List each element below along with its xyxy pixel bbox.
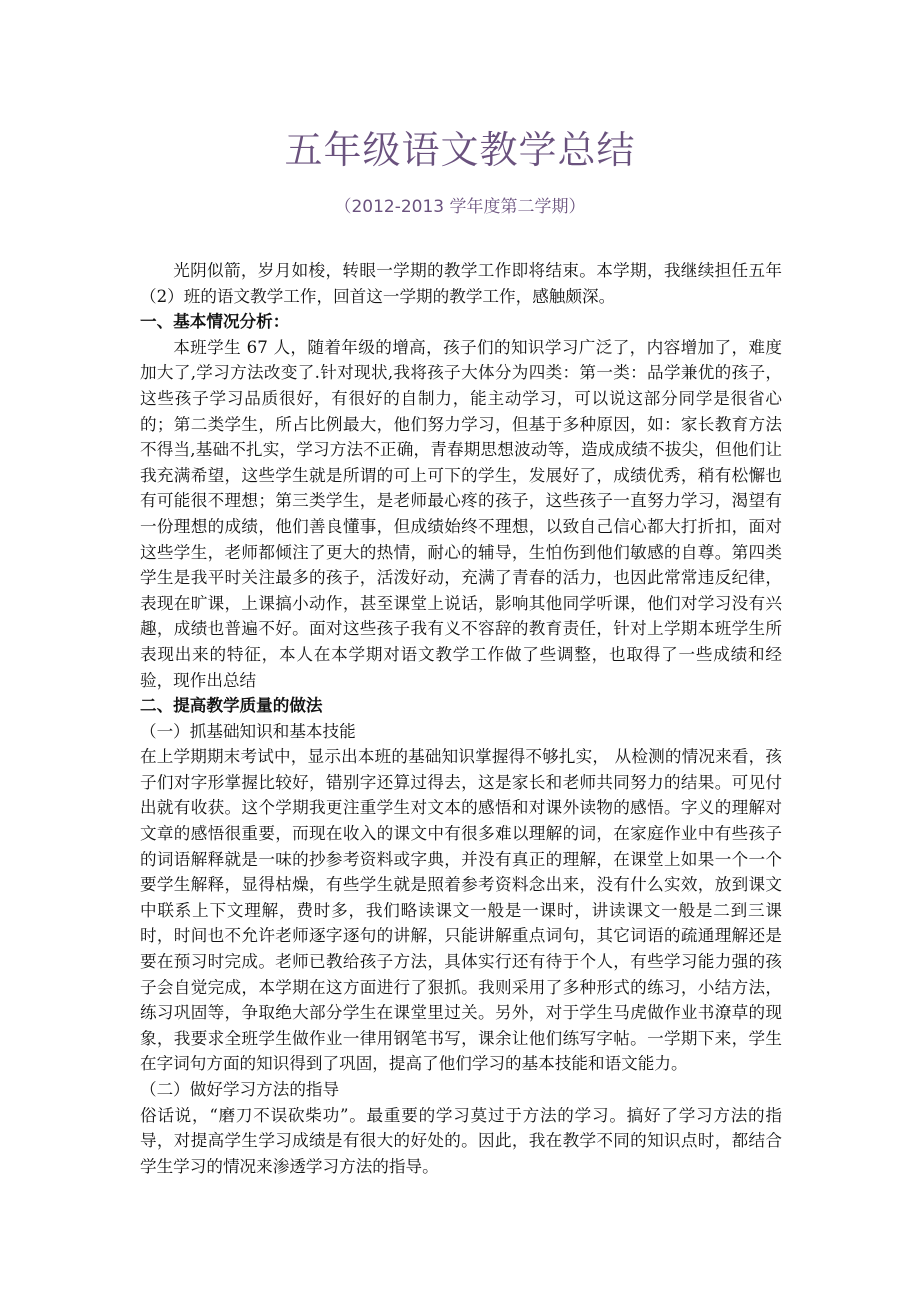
section-heading-teaching-methods: 二、提高教学质量的做法 <box>140 696 323 716</box>
basics-paragraph: 在上学期期末考试中，显示出本班的基础知识掌握得不够扎实， 从检测的情况来看，孩子们对字形掌握比较好，错别字还算过得去，这是家长和老师共同努力的结果。可见付出就有收获。这个学期我更注重学生对文本的感悟和对课外读物的感悟。字义的理解对文章的感悟很重要，而现在收入的课文中有很多难以理解的词，在家庭作业中有些孩子的词语解释就是一味的抄参考资料或字典，并没有真正的理解，在课堂上如果一个一个要学生解释，显得枯燥，有些学生就是照着参考资料念出来，没有什么实效，放到课文中联系上下文理解，费时多，我们略读课文一般是一课时，讲读课文一般是二到三课时，时间也不允许老师逐字逐句的讲解，只能讲解重点词句，其它词语的疏通理解还是要在预习时完成。老师已教给孩子方法，具体实行还有待于个人，有些学习能力强的孩子会自觉完成，本学期在这方面进行了狠抓。我则采用了多种形式的练习，小结方法，练习巩固等，争取绝大部分学生在课堂里过关。另外，对于学生马虎做作业书潦草的现象，我要求全班学生做作业一律用钢笔书写，课余让他们练写字帖。一学期下来，学生在字词句方面的知识得到了巩固，提高了他们学习的基本技能和语文能力。 <box>140 747 782 1074</box>
subsection-heading-study-methods: （二）做好学习方法的指导 <box>140 1080 340 1099</box>
document-title: 五年级语文教学总结 <box>284 128 636 172</box>
basic-situation-paragraph: 本班学生 67 人，随着年级的增高，孩子们的知识学习广泛了，内容增加了，难度加大了,学习方法改变了.针对现状,我将孩子大体分为四类：第一类：品学兼优的孩子，这些孩子学习品质很好，有很好的自制力，能主动学习，可以说这部分同学是很省心的；第二类学生，所占比例最大，他们努力学习，但基于多种原因，如：家长教育方法不得当,基础不扎实，学习方法不正确，青春期思想波动等，造成成绩不拔尖，但他们让我充满希望，这些学生就是所谓的可上可下的学生，发展好了，成绩优秀，稍有松懈也有可能很不理想；第三类学生，是老师最心疼的孩子，这些孩子一直努力学习，渴望有一份理想的成绩，他们善良懂事，但成绩始终不理想，以致自己信心都大打折扣，面对这些学生，老师都倾注了更大的热情，耐心的辅导，生怕伤到他们敏感的自尊。第四类学生是我平时关注最多的孩子，活泼好动，充满了青春的活力，也因此常常违反纪律，表现在旷课，上课搞小动作，甚至课堂上说话，影响其他同学听课，他们对学习没有兴趣，成绩也普遍不好。面对这些孩子我有义不容辞的教育责任，针对上学期本班学生所表现出来的特征，本人在本学期对语文教学工作做了些调整，也取得了一些成绩和经验，现作出总结 <box>140 337 782 690</box>
section-heading-basic-situation: 一、基本情况分析： <box>140 312 290 332</box>
document-body <box>140 258 782 1179</box>
study-methods-paragraph: 俗话说，“磨刀不误砍柴功”。最重要的学习莫过于方法的学习。搞好了学习方法的指导，对提高学生学习成绩是有很大的好处的。因此，我在教学不同的知识点时，都结合学生学习的情况来渗透学习方法的指导。 <box>140 1105 782 1176</box>
intro-paragraph: 光阴似箭，岁月如梭，转眼一学期的教学工作即将结束。本学期，我继续担任五年（2）班的语文教学工作，回首这一学期的教学工作，感触颇深。 <box>140 261 782 306</box>
document-subtitle: （2012-2013 学年度第二学期） <box>334 197 586 217</box>
subsection-heading-basics: （一）抓基础知识和基本技能 <box>140 721 356 741</box>
